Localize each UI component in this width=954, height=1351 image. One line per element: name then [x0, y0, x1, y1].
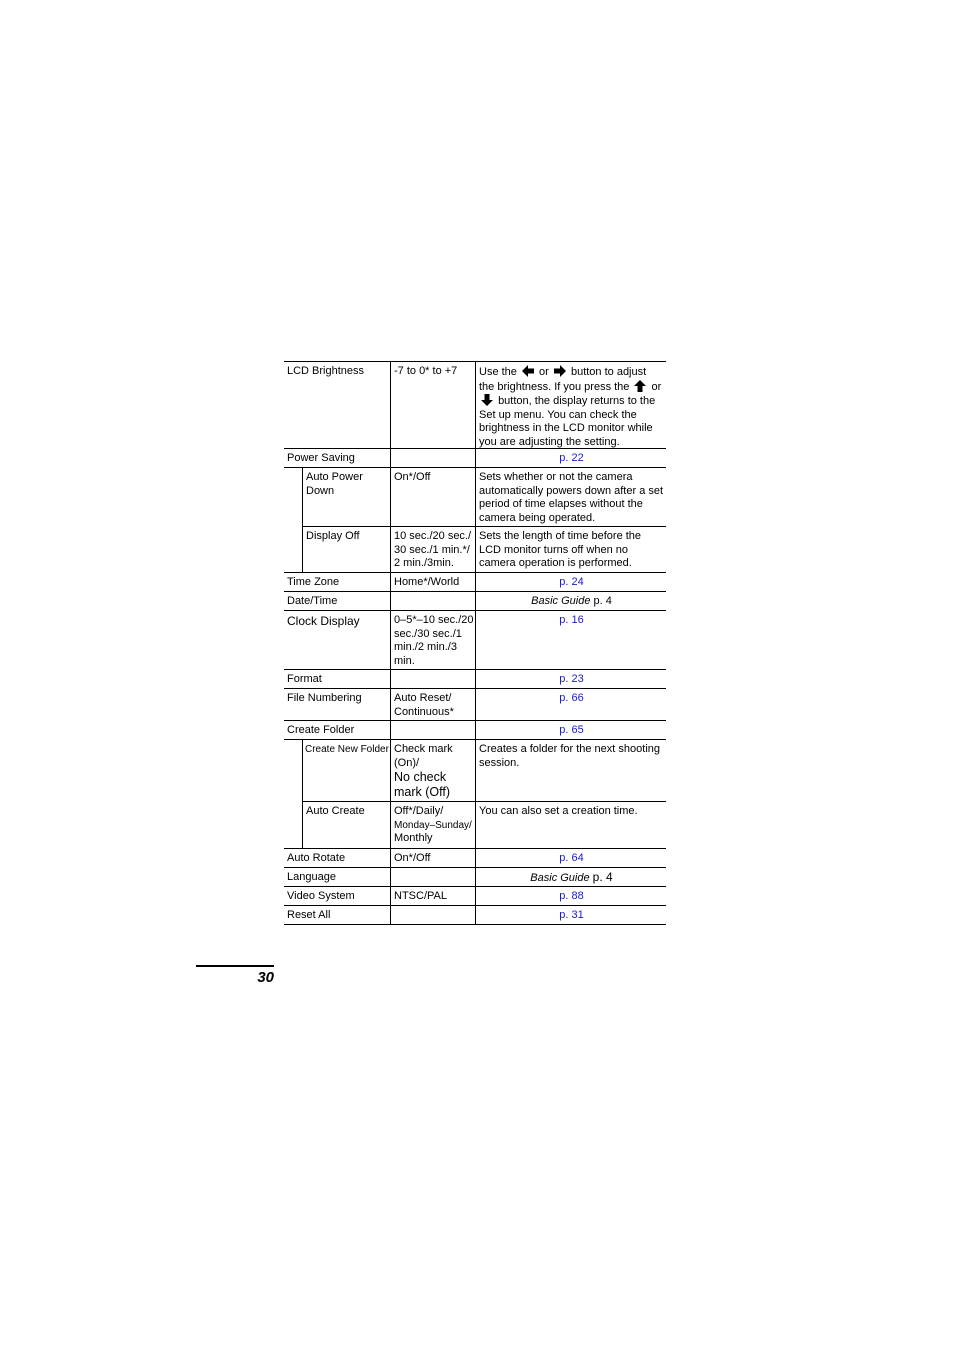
setting-label: Auto Power Down — [302, 468, 390, 527]
setting-description: Creates a folder for the next shooting session. — [475, 740, 666, 802]
guide-reference: Basic Guide p. 4 — [530, 870, 613, 884]
page-reference — [475, 611, 666, 669]
setting-options — [390, 721, 475, 739]
page-reference — [475, 887, 666, 905]
settings-table — [284, 361, 666, 925]
page-reference — [475, 721, 666, 739]
setting-options — [390, 670, 475, 688]
page-number: 30 — [257, 969, 274, 986]
setting-description: Sets the length of time before the LCD monitor turns off when no camera operation is performed. — [475, 527, 666, 572]
page-reference — [475, 592, 666, 610]
setting-options: On*/Off — [390, 468, 475, 527]
down-arrow-icon — [481, 394, 493, 406]
setting-options — [390, 592, 475, 610]
setting-options — [390, 906, 475, 924]
table-row — [284, 868, 666, 887]
page-link[interactable]: p. 16 — [559, 614, 584, 626]
page-reference — [475, 449, 666, 467]
footer-rule — [196, 965, 274, 967]
page-link[interactable]: p. 24 — [559, 576, 584, 588]
table-row — [284, 573, 666, 592]
page-reference — [475, 689, 666, 720]
page-link[interactable]: p. 65 — [559, 724, 584, 736]
setting-label: File Numbering — [287, 692, 362, 704]
setting-label: Language — [287, 871, 336, 883]
table-row — [284, 740, 666, 802]
setting-label: Create New Folder — [302, 740, 390, 802]
page-reference — [475, 906, 666, 924]
setting-options: Check mark (On)/ No check mark (Off) — [390, 740, 475, 802]
page-link[interactable]: p. 31 — [559, 909, 584, 921]
table-row — [284, 611, 666, 670]
setting-options: Auto Reset/ Continuous* — [390, 689, 475, 720]
setting-options: NTSC/PAL — [390, 887, 475, 905]
setting-options — [390, 449, 475, 467]
page-link[interactable]: p. 88 — [559, 890, 584, 902]
setting-options: 0–5*–10 sec./20 sec./30 sec./1 min./2 min./3 min. — [390, 611, 475, 669]
setting-description: You can also set a creation time. — [475, 802, 666, 848]
setting-label: Format — [287, 673, 322, 685]
table-row — [284, 592, 666, 611]
table-row — [284, 468, 666, 527]
setting-options: Home*/World — [390, 573, 475, 591]
table-row — [284, 721, 666, 740]
setting-description: Use the or button to adjust the brightness. If you press the or button, the display returns to the Set up menu. You can check the brightness in the LCD monitor while you are adjusting the setting. — [475, 362, 666, 448]
table-row — [284, 849, 666, 868]
page-reference — [475, 868, 666, 886]
setting-label: Create Folder — [287, 724, 355, 736]
setting-label: LCD Brightness — [287, 365, 365, 377]
guide-reference: Basic Guide p. 4 — [531, 595, 612, 607]
right-arrow-icon — [554, 365, 566, 377]
left-arrow-icon — [522, 365, 534, 377]
setting-description: Sets whether or not the camera automatically powers down after a set period of time elapses without the camera being operated. — [475, 468, 666, 527]
table-row — [284, 670, 666, 689]
page-link[interactable]: p. 66 — [559, 692, 584, 704]
table-row — [284, 906, 666, 925]
setting-label: Time Zone — [287, 576, 340, 588]
table-row — [284, 802, 666, 849]
table-row — [284, 689, 666, 721]
table-row — [284, 887, 666, 906]
setting-label: Date/Time — [287, 595, 338, 607]
setting-label: Video System — [287, 890, 355, 902]
setting-label: Clock Display — [287, 614, 360, 628]
setting-label: Auto Rotate — [287, 852, 346, 864]
setting-options: 10 sec./20 sec./ 30 sec./1 min.*/ 2 min./3min. — [390, 527, 475, 572]
table-row — [284, 449, 666, 468]
page-link[interactable]: p. 22 — [559, 452, 584, 464]
page-link[interactable]: p. 64 — [559, 852, 584, 864]
setting-label: Reset All — [287, 909, 331, 921]
page-link[interactable]: p. 23 — [559, 673, 584, 685]
up-arrow-icon — [634, 380, 646, 392]
setting-label: Display Off — [302, 527, 390, 572]
setting-options: On*/Off — [390, 849, 475, 867]
page-reference — [475, 670, 666, 688]
setting-label: Auto Create — [302, 802, 390, 848]
table-row — [284, 362, 666, 449]
page-reference — [475, 849, 666, 867]
setting-options: -7 to 0* to +7 — [390, 362, 475, 448]
page-reference — [475, 573, 666, 591]
setting-label: Power Saving — [287, 452, 355, 464]
setting-options: Off*/Daily/ Monday–Sunday/ Monthly — [390, 802, 475, 848]
table-row — [284, 527, 666, 573]
setting-options — [390, 868, 475, 886]
